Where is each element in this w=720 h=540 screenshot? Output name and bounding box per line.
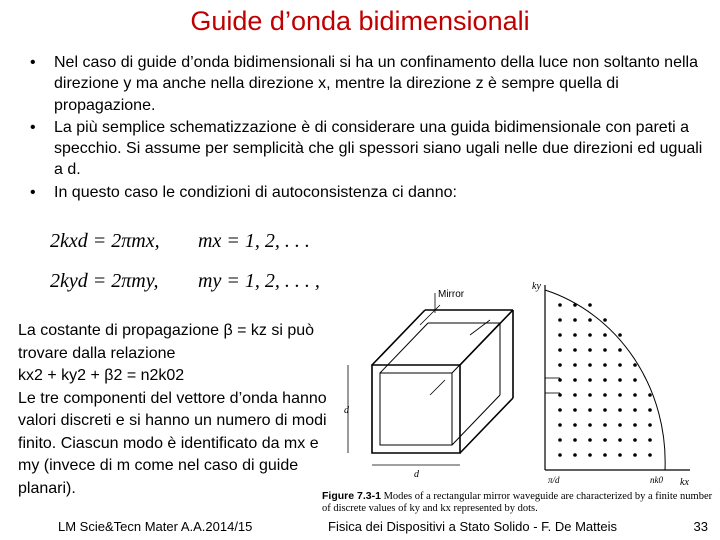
mode-dot — [633, 408, 637, 412]
mode-dot — [588, 393, 592, 397]
mode-dot — [633, 438, 637, 442]
mode-dot — [558, 348, 562, 352]
mode-dot — [633, 378, 637, 382]
caption-label: Figure 7.3-1 — [322, 490, 381, 502]
mode-dot — [558, 423, 562, 427]
mode-dot — [603, 408, 607, 412]
mode-dot — [633, 393, 637, 397]
mode-dot — [603, 423, 607, 427]
mode-dot — [633, 423, 637, 427]
mode-dot — [558, 408, 562, 412]
mode-dot — [573, 453, 577, 457]
bullet-item: • Nel caso di guide d’onda bidimensionali si ha un confinamento della luce non soltanto nella direzione y ma anche nella direzione x, mentre la direzione z è sempre quella di propagazione. — [30, 54, 698, 114]
mode-dot — [633, 453, 637, 457]
mode-dot — [618, 393, 622, 397]
mode-dot — [558, 318, 562, 322]
mode-dot — [588, 453, 592, 457]
dispersion-relation: kx2 + ky2 + β2 = n2k02 — [18, 367, 185, 384]
bullet-item: • La più semplice schematizzazione è di considerare una guida bidimensionale con pareti a specchio. Si assume per semplicità che gli spessori siano ugali nelle due direzioni ed uguali a d. — [30, 118, 703, 179]
bullet-list — [30, 52, 706, 204]
nk0-label: nk0 — [650, 475, 663, 485]
bullet-dot: • — [30, 54, 36, 71]
mode-dot — [573, 318, 577, 322]
equation-x — [50, 230, 310, 253]
body-line-2: Le tre componenti del vettore d’onda hanno valori discreti e si hanno un numero di modi finito. Ciascun modo è identificato da mx e my (invece di m come nel caso di guide planari). — [18, 389, 327, 497]
mode-dot — [573, 423, 577, 427]
mode-dot — [618, 333, 622, 337]
mode-dot — [588, 333, 592, 337]
mode-dot — [573, 333, 577, 337]
mode-dot — [558, 333, 562, 337]
mode-dot — [648, 423, 652, 427]
body-text — [18, 320, 336, 500]
mode-dots — [558, 303, 652, 457]
mode-dot — [618, 423, 622, 427]
mode-dot — [558, 378, 562, 382]
equation-y-rhs: my = 1, 2, . . . , — [198, 270, 320, 292]
equation-x-lhs: 2kxd = 2πmx, — [50, 230, 160, 252]
mode-dot — [588, 348, 592, 352]
mode-dot — [648, 408, 652, 412]
mode-dot — [573, 408, 577, 412]
mode-dot — [603, 378, 607, 382]
mode-dot — [558, 453, 562, 457]
mode-dot — [573, 363, 577, 367]
mode-dot — [648, 393, 652, 397]
bullet-dot: • — [30, 183, 36, 201]
mode-dot — [558, 393, 562, 397]
footer — [0, 510, 720, 540]
equation-y — [50, 270, 320, 293]
bullet-item: • In questo caso le condizioni di autoconsistenza ci danno: — [30, 182, 706, 203]
page-number: 33 — [693, 519, 708, 534]
waveguide-figure — [320, 275, 710, 505]
mode-dot — [573, 378, 577, 382]
mode-dot — [558, 303, 562, 307]
mode-dot — [618, 408, 622, 412]
mode-dot — [618, 378, 622, 382]
caption-text: Modes of a rectangular mirror waveguide are characterized by a finite number of discrete values of ky and kx represented by dots. — [322, 491, 713, 514]
mode-dot — [573, 438, 577, 442]
footer-subject: Fisica dei Dispositivi a Stato Solido - F. De Matteis — [328, 519, 617, 534]
mode-dot — [603, 393, 607, 397]
bullet-dot: • — [30, 118, 36, 136]
mode-dot — [603, 438, 607, 442]
d-label-side: d — [344, 405, 349, 416]
mode-dot — [588, 303, 592, 307]
equation-x-rhs: mx = 1, 2, . . . — [198, 230, 310, 252]
mode-dot — [603, 333, 607, 337]
body-line-1: La costante di propagazione β = kz si può trovare dalla relazione — [18, 322, 315, 362]
mode-dot — [648, 453, 652, 457]
pi-over-d-label: π/d — [548, 475, 560, 485]
mirror-label: Mirror — [438, 289, 465, 300]
mode-dot — [603, 318, 607, 322]
mode-dot — [588, 438, 592, 442]
mode-dot — [618, 363, 622, 367]
waveguide-drawing — [348, 293, 513, 465]
mode-dot — [588, 363, 592, 367]
mode-dot — [618, 438, 622, 442]
d-label-bottom: d — [414, 469, 419, 480]
slide-title: Guide d’onda bidimensionali — [190, 6, 530, 36]
kx-label: kx — [680, 477, 689, 488]
mode-dot — [573, 303, 577, 307]
mode-dot — [603, 363, 607, 367]
ky-label: ky — [532, 281, 541, 292]
mode-dot — [588, 408, 592, 412]
mode-dot — [558, 438, 562, 442]
mode-dot — [588, 378, 592, 382]
mode-dot — [603, 453, 607, 457]
mode-dot — [633, 363, 637, 367]
footer-course: LM Scie&Tecn Mater A.A.2014/15 — [58, 519, 253, 534]
mode-dot — [558, 363, 562, 367]
equation-y-lhs: 2kyd = 2πmy, — [50, 270, 159, 292]
mode-diagram — [545, 285, 690, 470]
mode-dot — [573, 393, 577, 397]
mode-dot — [573, 348, 577, 352]
mode-dot — [588, 423, 592, 427]
mode-dot — [648, 438, 652, 442]
mode-dot — [603, 348, 607, 352]
mode-dot — [618, 453, 622, 457]
mode-dot — [618, 348, 622, 352]
mode-dot — [588, 318, 592, 322]
